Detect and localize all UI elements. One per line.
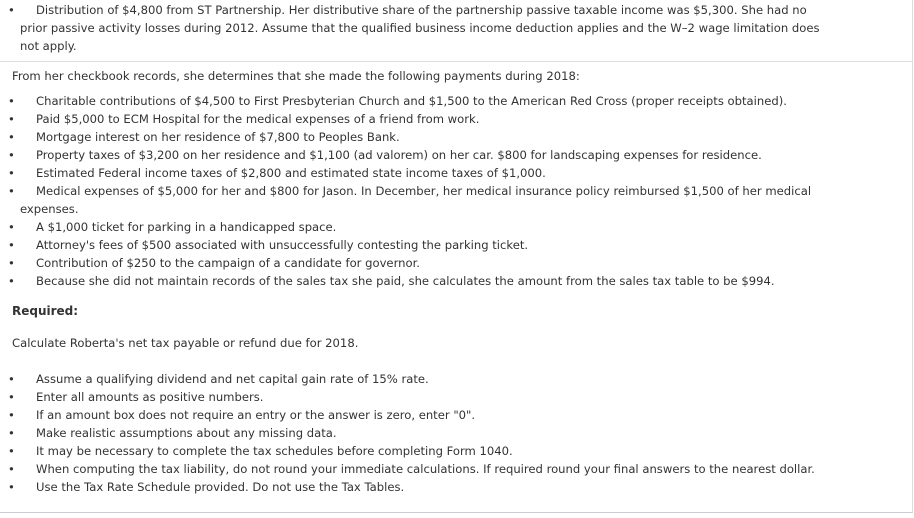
bullet-icon: • xyxy=(8,372,15,386)
list-item xyxy=(8,478,405,496)
bullet-icon: • xyxy=(8,166,15,180)
required-text: Calculate Roberta's net tax payable or refund due for 2018. xyxy=(12,336,359,350)
bullet-icon: • xyxy=(8,480,15,494)
bullet-icon: • xyxy=(8,184,15,198)
list-item-text: Enter all amounts as positive numbers. xyxy=(36,390,264,404)
intro-block xyxy=(0,0,912,60)
checkbook-intro: From her checkbook records, she determines that she made the following payments during 2018: xyxy=(12,69,580,83)
list-item-text: Because she did not maintain records of the sales tax she paid, she calculates the amount from the sales tax table to be $994. xyxy=(36,274,775,288)
list-item xyxy=(8,218,337,236)
list-item-text: Use the Tax Rate Schedule provided. Do not use the Tax Tables. xyxy=(36,480,405,494)
list-item-text: Assume a qualifying dividend and net capital gain rate of 15% rate. xyxy=(36,372,429,386)
list-item-text: Make realistic assumptions about any missing data. xyxy=(36,426,337,440)
list-item-text: Distribution of $4,800 from ST Partnership. Her distributive share of the partnership passive taxable income was $5,300. She had no xyxy=(36,3,807,17)
list-item xyxy=(8,164,546,182)
list-item-text: Paid $5,000 to ECM Hospital for the medical expenses of a friend from work. xyxy=(36,112,480,126)
bullet-icon: • xyxy=(8,444,15,458)
list-item-text: Contribution of $250 to the campaign of a candidate for governor. xyxy=(36,256,420,270)
divider xyxy=(0,61,912,62)
list-item xyxy=(8,442,513,460)
list-item-continuation: prior passive activity losses during 2012. Assume that the qualified business income deduction applies and the W–2 wage limitation does xyxy=(20,21,820,35)
list-item-text: Mortgage interest on her residence of $7,800 to Peoples Bank. xyxy=(36,130,400,144)
list-item-text: Estimated Federal income taxes of $2,800 and estimated state income taxes of $1,000. xyxy=(36,166,546,180)
list-item xyxy=(8,460,815,478)
list-item xyxy=(8,388,264,406)
list-item xyxy=(8,406,476,424)
bullet-icon: • xyxy=(8,3,15,17)
bullet-icon: • xyxy=(8,130,15,144)
list-item xyxy=(8,182,812,200)
bullet-icon: • xyxy=(8,220,15,234)
bullet-icon: • xyxy=(8,462,15,476)
list-item xyxy=(8,110,480,128)
bullet-icon: • xyxy=(8,94,15,108)
list-item-text: When computing the tax liability, do not round your immediate calculations. If required round your final answers to the nearest dollar. xyxy=(36,462,815,476)
list-item-text: Medical expenses of $5,000 for her and $800 for Jason. In December, her medical insurance policy reimbursed $1,500 of her medical xyxy=(36,184,812,198)
list-item xyxy=(8,146,762,164)
bullet-icon: • xyxy=(8,390,15,404)
bullet-icon: • xyxy=(8,148,15,162)
bullet-icon: • xyxy=(8,408,15,422)
list-item xyxy=(8,370,429,388)
list-item-text: A $1,000 ticket for parking in a handicapped space. xyxy=(36,220,337,234)
list-item-text: Charitable contributions of $4,500 to First Presbyterian Church and $1,500 to the American Red Cross (proper receipts obtained). xyxy=(36,94,787,108)
list-item-continuation: not apply. xyxy=(20,39,77,53)
required-heading: Required: xyxy=(12,304,79,318)
list-item-text: Property taxes of $3,200 on her residence and $1,100 (ad valorem) on her car. $800 for landscaping expenses for residence. xyxy=(36,148,762,162)
list-item-continuation: expenses. xyxy=(20,202,79,216)
list-item xyxy=(8,236,529,254)
bullet-icon: • xyxy=(8,112,15,126)
list-item xyxy=(8,128,400,146)
list-item-text: If an amount box does not require an entry or the answer is zero, enter "0". xyxy=(36,408,476,422)
list-item xyxy=(8,272,775,290)
bullet-icon: • xyxy=(8,274,15,288)
bullet-icon: • xyxy=(8,238,15,252)
bullet-icon: • xyxy=(8,426,15,440)
list-item xyxy=(8,424,337,442)
list-item-text: Attorney's fees of $500 associated with unsuccessfully contesting the parking ticket. xyxy=(36,238,529,252)
list-item-text: It may be necessary to complete the tax schedules before completing Form 1040. xyxy=(36,444,513,458)
list-item xyxy=(8,254,420,272)
list-item xyxy=(8,92,787,110)
list-item xyxy=(8,1,807,19)
bullet-icon: • xyxy=(8,256,15,270)
